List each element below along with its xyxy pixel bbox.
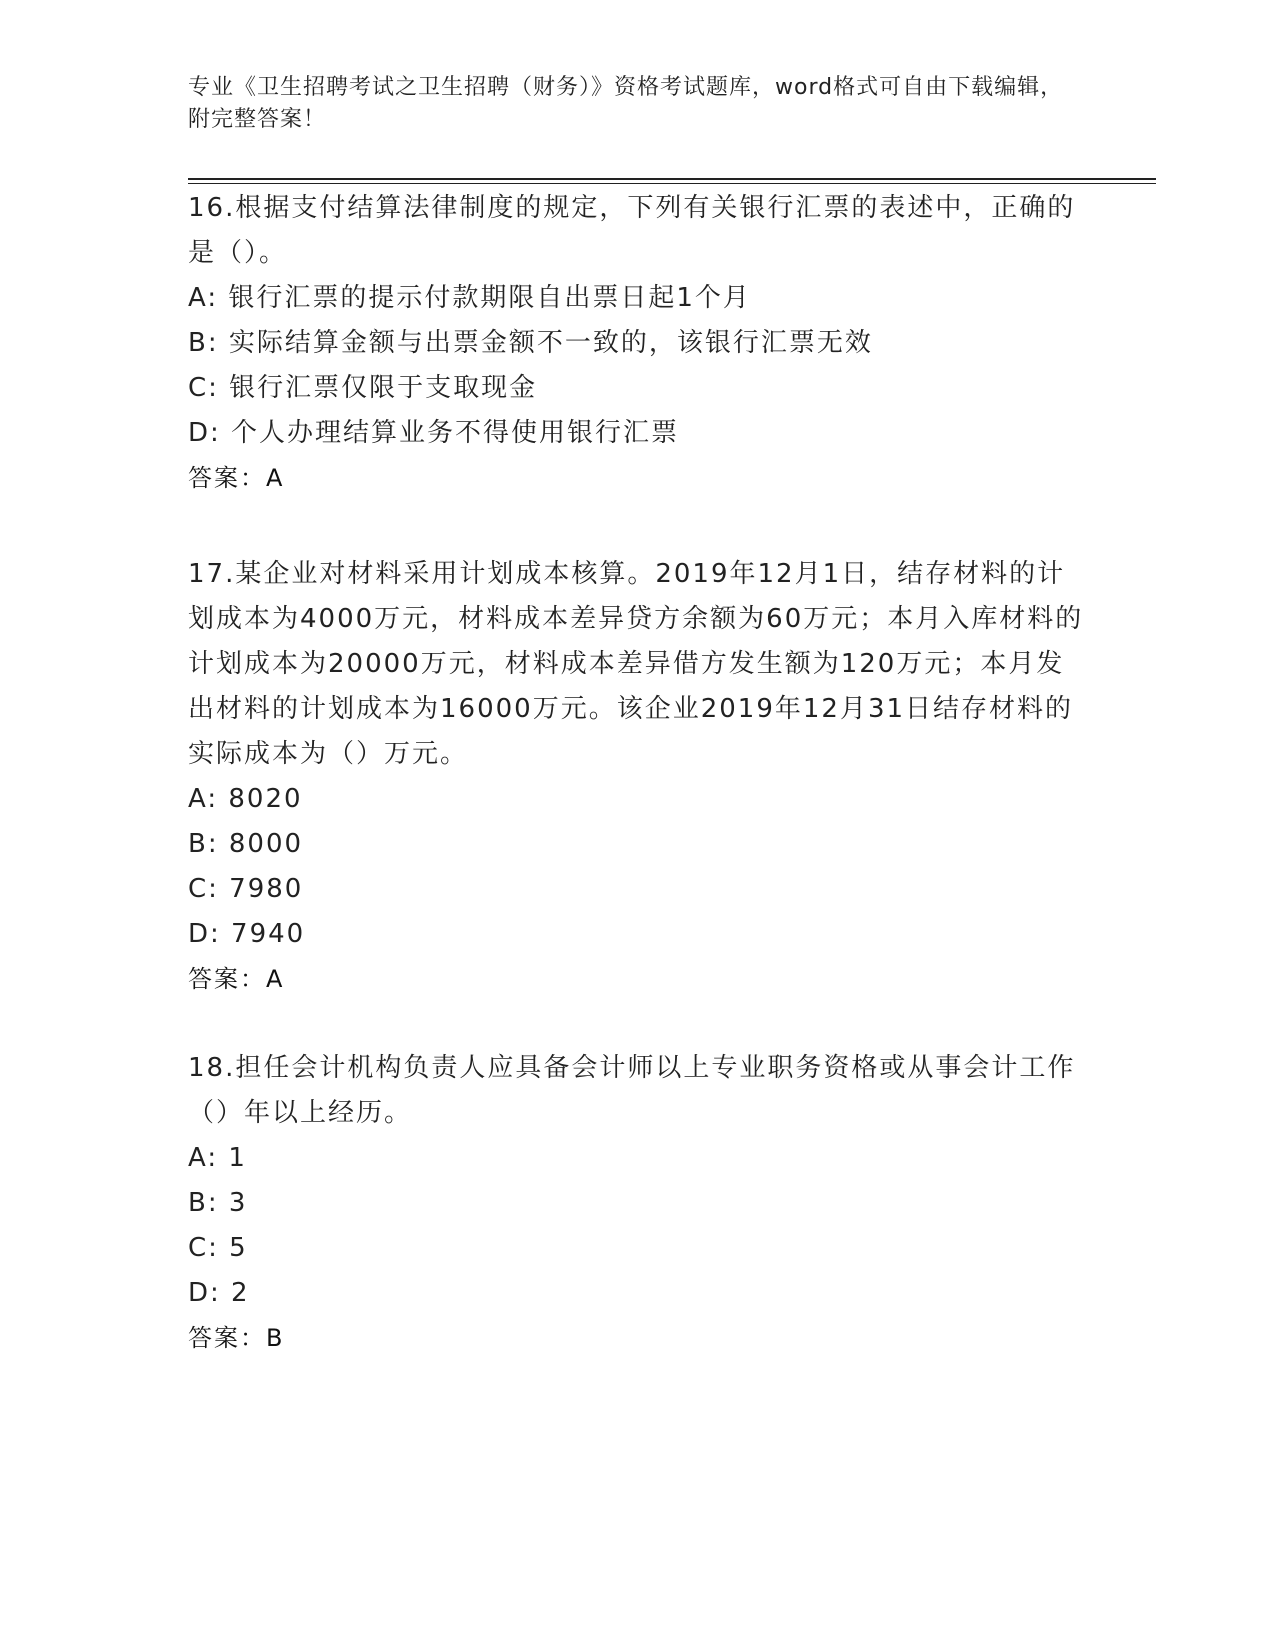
option-a: A: 1 [188,1143,247,1173]
option-a: A: 8020 [188,784,303,814]
question-17 [188,552,1088,1002]
option-b: B: 实际结算金额与出票金额不一致的，该银行汇票无效 [188,328,873,358]
question-stem: 16.根据支付结算法律制度的规定，下列有关银行汇票的表述中，正确的是（）。 [188,193,1076,268]
answer-line: 答案：B [188,1324,285,1352]
answer-line: 答案：A [188,965,285,993]
option-b: B: 8000 [188,829,304,859]
header-divider-thin [188,183,1156,184]
option-b: B: 3 [188,1188,248,1218]
option-c: C: 7980 [188,874,304,904]
question-16 [188,186,1088,501]
question-stem: 17.某企业对材料采用计划成本核算。2019年12月1日，结存材料的计划成本为4000万元，材料成本差异贷方余额为60万元；本月入库材料的计划成本为20000万元，材料成本差异借方发生额为120万元；本月发出材料的计划成本为16000万元。该企业2019年12月31日结存材料的实际成本为（）万元。 [188,559,1084,769]
option-d: D: 7940 [188,919,306,949]
option-c: C: 5 [188,1233,248,1263]
answer-line: 答案：A [188,464,285,492]
question-18 [188,1046,1088,1361]
option-c: C: 银行汇票仅限于支取现金 [188,373,538,403]
question-stem: 18.担任会计机构负责人应具备会计师以上专业职务资格或从事会计工作（）年以上经历。 [188,1053,1076,1128]
document-header: 专业《卫生招聘考试之卫生招聘（财务）》资格考试题库，word格式可自由下载编辑，附完整答案！ [188,75,1064,132]
option-d: D: 个人办理结算业务不得使用银行汇票 [188,418,680,448]
header-divider-thick [188,178,1156,180]
option-a: A: 银行汇票的提示付款期限自出票日起1个月 [188,283,751,313]
option-d: D: 2 [188,1278,250,1308]
